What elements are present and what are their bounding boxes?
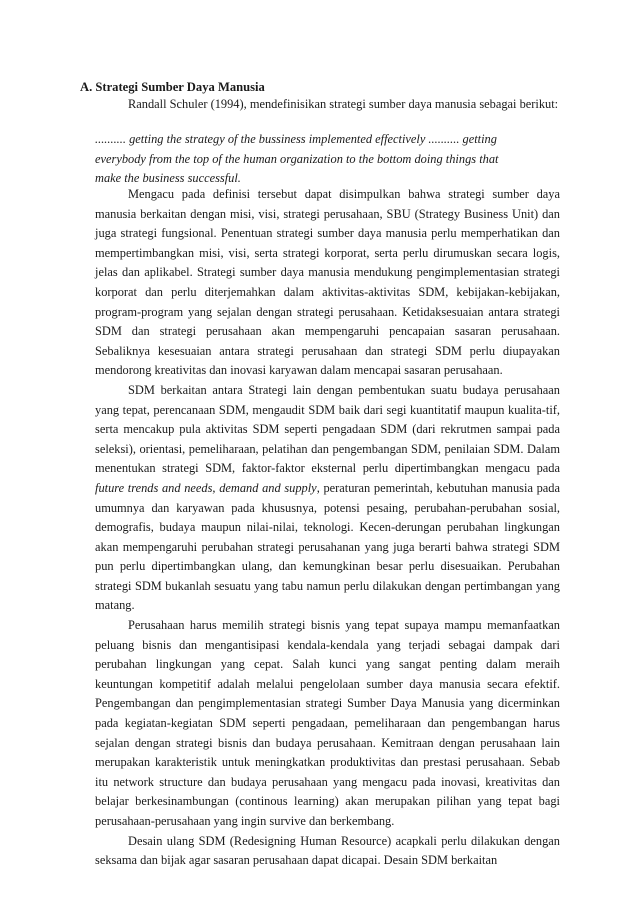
quote-block <box>95 130 560 189</box>
intro-paragraph <box>95 95 560 115</box>
paragraph-3: Perusahaan harus memilih strategi bisnis yang tepat supaya mampu memanfaatkan peluang bisnis dan mengantisipasi kendala-kendala yang terjadi sebagai dampak dari perubahan lingkungan yang cepat. Salah kunci yang sangat penting dalam meraih keuntungan kompetitif adalah melalui pengelolaan sumber daya manusia secara efektif. Pengembangan dan pengimplementasian strategi Sumber Daya Manusia yang dicerminkan pada kegiatan-kegiatan SDM seperti pengadaan, pemeliharaan dan pengembangan harus sejalan dengan strategi bisnis dan budaya perusahaan. Kemitraan dengan perusahaan lain merupakan karakteristik untuk meningkatkan produktivitas dan prestasi perusahaan. Sebab itu network structure dan budaya perusahaan yang mengacu pada inovasi, kreativitas dan belajar berkesinambungan (continous learning) akan merupakan pilihan yang tepat bagi perusahaan-perusahaan yang ingin survive dan berkembang. <box>95 618 560 828</box>
paragraph-4: Desain ulang SDM (Redesigning Human Resource) acapkali perlu dilakukan dengan seksama dan bijak agar sasaran perusahaan dapat dicapai. Desain SDM berkaitan <box>95 833 560 868</box>
paragraph-1: Mengacu pada definisi tersebut dapat disimpulkan bahwa strategi sumber daya manusia berkaitan dengan misi, visi, strategi perusahaan, SBU (Strategy Business Unit) dan juga strategi fungsional. Penentuan strategi sumber daya manusia perlu memperhatikan dan mempertimbangkan misi, visi, serta strategi korporat, serta perlu dirumuskan secara logis, jelas dan aplikabel. Strategi sumber daya manusia mendukung pengimplementasian strategi korporat dan perlu diterjemahkan dalam aktivitas-aktivitas SDM, kebijakan-kebijakan, program-program yang sejalan dengan strategi perusahaan. Ketidaksesuaian antara strategi SDM dan strategi perusahaan akan mempengaruhi pencapaian sasaran perusahaan. Sebaliknya kesesuaian antara strategi perusahaan dan strategi SDM perlu diupayakan mendorong kreativitas dan inovasi karyawan dalam mencapai sasaran perusahaan. <box>95 187 560 378</box>
quote-line: .......... getting the strategy of the bussiness implemented effectively .......... getting <box>95 132 497 146</box>
section-heading: A. Strategi Sumber Daya Manusia <box>80 80 265 94</box>
intro-text: Randall Schuler (1994), mendefinisikan strategi sumber daya manusia sebagai berikut: <box>128 97 559 111</box>
paragraph-2-emphasis: future trends and needs, demand and supply <box>95 480 317 495</box>
paragraph-2-text-b: , peraturan pemerintah, kebutuhan manusia pada umumnya dan karyawan pada khususnya, potensi pesaing, perubahan-perubahan sosial, demografis, budaya maupun nilai-nilai, teknologi. Kecen-derungan perubahan lingkungan akan mempengaruhi perubahan strategi perusahanan yang juga berarti bahwa strategi SDM pun perlu dipertimbangkan ulang, dan kemungkinan besar perlu disesuaikan. Perubahan strategi SDM bukanlah sesuatu yang tabu namun perlu dilakukan dengan pertimbangan yang matang. <box>95 480 560 613</box>
paragraph-2 <box>95 381 560 616</box>
quote-line: make the business successful. <box>95 171 241 186</box>
body-text <box>95 185 560 871</box>
quote-line: everybody from the top of the human organization to the bottom doing things that <box>95 151 499 166</box>
paragraph-2-text-a: SDM berkaitan antara Strategi lain dengan pembentukan suatu budaya perusahaan yang tepat, perencanaan SDM, mengaudit SDM baik dari segi kuantitatif maupun kualita-tif, serta mencakup pula aktivitas SDM seperti pengadaan SDM (dari rekrutmen sampai pada seleksi), orientasi, pemeliharaan, pelatihan dan pengembangan SDM, penilaian SDM. Dalam menentukan strategi SDM, faktor-faktor eksternal perlu dipertimbangkan mengacu pada <box>95 382 560 476</box>
